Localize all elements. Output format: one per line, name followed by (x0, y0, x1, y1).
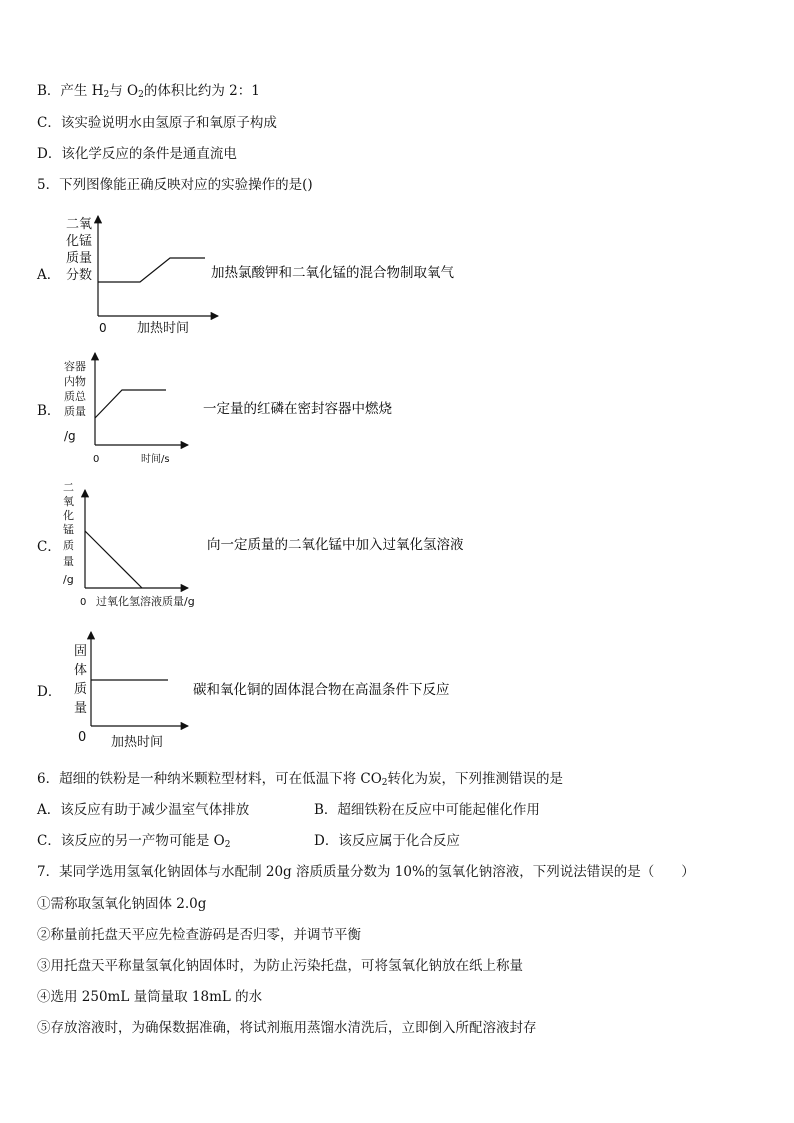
q5-option-b-desc: 一定量的红磷在密封容器中燃烧 (203, 401, 392, 417)
q7-item-3: ③用托盘天平称量氢氧化钠固体时，为防止污染托盘，可将氢氧化钠放在纸上称量 (37, 958, 523, 974)
graph-c (63, 481, 195, 608)
q5-option-b-label: B． (37, 403, 61, 419)
graph-b-curve (95, 390, 166, 418)
q6-option-a: A．该反应有助于减少温室气体排放 (37, 802, 250, 818)
q5-option-a-desc: 加热氯酸钾和二氧化锰的混合物制取氧气 (211, 265, 454, 281)
q7-item-2: ②称量前托盘天平应先检查游码是否归零，并调节平衡 (37, 927, 361, 943)
q6-stem: 6．超细的铁粉是一种纳米颗粒型材料，可在低温下将 $CO_2$转化为炭，下列推测错误的是 (37, 771, 564, 788)
graph-d-origin: 0 (78, 730, 87, 745)
q5-option-d-desc: 碳和氧化铜的固体混合物在高温条件下反应 (193, 682, 450, 698)
q7-item-5: ⑤存放溶液时，为确保数据准确，将试剂瓶用蒸馏水清洗后，立即倒入所配溶液封存 (37, 1020, 537, 1036)
graph-a-ylabel: 二氧 化锰 质量 分数 (66, 217, 93, 283)
graph-c-ylabel: 二 氧 化 锰 质 量 /g (63, 481, 74, 586)
graph-a-curve (98, 258, 205, 282)
q5-option-c-desc: 向一定质量的二氧化锰中加入过氧化氢溶液 (207, 537, 464, 553)
graph-d-ylabel: 固 体 质 量 (74, 644, 88, 716)
q4-option-b: B．产生 $H_2$与 $O_2$的体积比约为 2：1 (37, 83, 260, 100)
q5-option-c-label: C． (37, 539, 61, 555)
q5-option-a-label: A． (37, 267, 61, 283)
q6-option-b: B．超细铁粉在反应中可能起催化作用 (314, 802, 540, 818)
q4-option-d: D．该化学反应的条件是通直流电 (37, 146, 237, 162)
graph-b-origin: 0 (93, 454, 100, 465)
q6-option-d: D．该反应属于化合反应 (314, 833, 460, 849)
q6-option-c: C．该反应的另一产物可能是 $O_2$ (37, 833, 231, 850)
graph-b-xlabel: 时间/s (141, 454, 170, 465)
q7-item-4: ④选用 250mL 量筒量取 18mL 的水 (37, 989, 263, 1005)
graph-b-ylabel-unit: /g (64, 429, 76, 443)
graph-c-xlabel: 过氧化氢溶液质量/g (96, 595, 195, 608)
graph-d-xlabel: 加热时间 (111, 735, 164, 750)
graph-c-origin: 0 (80, 597, 87, 608)
graph-a-origin: 0 (99, 321, 107, 335)
q5-option-d-label: D． (37, 684, 62, 700)
graph-c-curve (85, 531, 142, 588)
q7-stem: 7．某同学选用氢氧化钠固体与水配制 20g 溶质质量分数为 10%的氢氧化钠溶液，下列说法错误的是（ ） (37, 864, 695, 880)
graph-b (64, 353, 188, 465)
graph-d (74, 632, 188, 750)
graph-a-xlabel: 加热时间 (137, 321, 190, 336)
q7-item-1: ①需称取氢氧化钠固体 2.0g (37, 896, 207, 912)
graph-b-ylabel: 容器 内物 质总 质量 (64, 360, 86, 418)
graph-a (66, 216, 218, 336)
q5-stem: 5．下列图像能正确反映对应的实验操作的是() (37, 177, 313, 193)
q4-option-c: C．该实验说明水由氢原子和氧原子构成 (37, 115, 277, 131)
